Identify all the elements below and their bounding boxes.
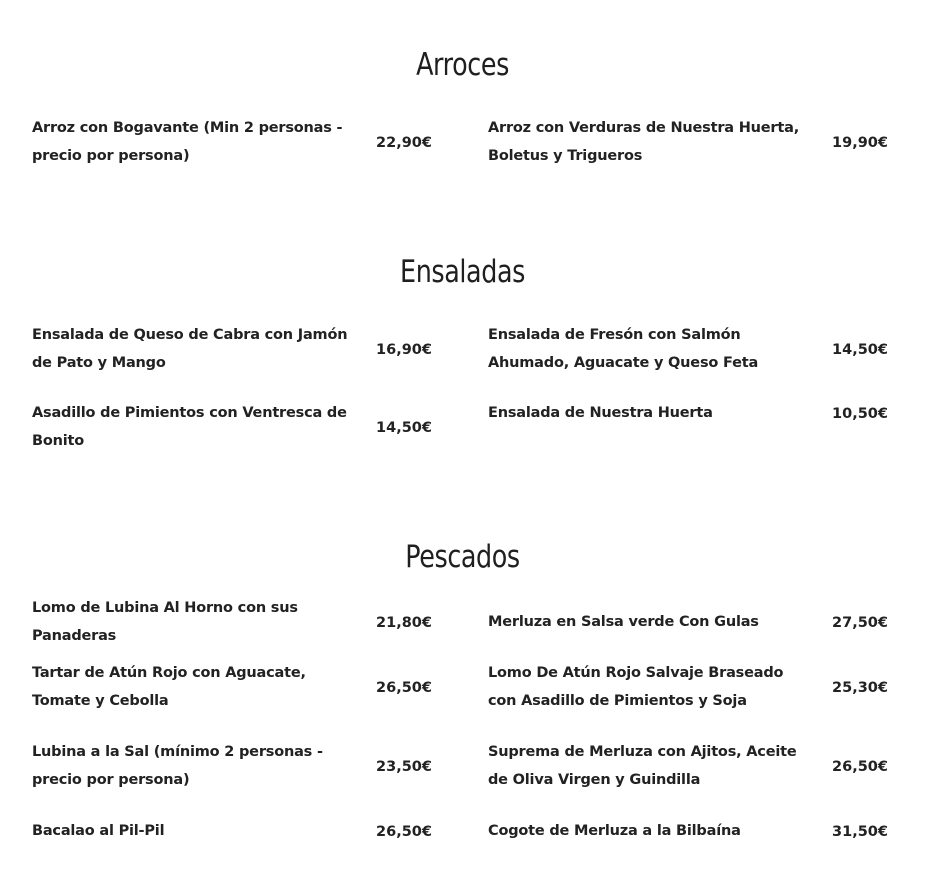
menu-item-price: 27,50€ — [832, 614, 888, 631]
menu-item-name: Merluza en Salsa verde Con Gulas — [488, 613, 759, 630]
menu-item-price: 16,90€ — [376, 341, 432, 358]
menu-item-name: Suprema de Merluza con Ajitos, Aceite de Oliva Virgen y Guindilla — [488, 744, 797, 788]
menu-item-name: Cogote de Merluza a la Bilbaína — [488, 822, 741, 839]
menu-item — [488, 818, 888, 845]
menu-item-name: Ensalada de Nuestra Huerta — [488, 404, 713, 421]
menu-item — [32, 739, 432, 794]
menu-item — [32, 660, 432, 715]
menu-item — [488, 739, 888, 794]
section-title-ensaladas: Ensaladas — [400, 254, 525, 290]
menu-item — [32, 600, 432, 644]
menu-item — [488, 609, 888, 636]
menu-item-name: Bacalao al Pil-Pil — [32, 822, 165, 839]
menu-item-name: Arroz con Bogavante (Min 2 personas - precio por persona) — [32, 120, 343, 164]
menu-item-price: 21,80€ — [376, 614, 432, 631]
menu-item-name: Ensalada de Queso de Cabra con Jamón de Pato y Mango — [32, 327, 348, 371]
section-title-pescados: Pescados — [405, 539, 520, 575]
menu-item — [488, 400, 888, 427]
menu-item-price: 14,50€ — [832, 341, 888, 358]
menu-item — [32, 322, 432, 377]
menu-item-name: Ensalada de Fresón con Salmón Ahumado, Aguacate y Queso Feta — [488, 327, 759, 371]
menu-item-price: 14,50€ — [376, 419, 432, 436]
menu-item — [32, 115, 432, 170]
menu-item-name: Arroz con Verduras de Nuestra Huerta, Boletus y Trigueros — [488, 120, 799, 164]
menu-item-price: 19,90€ — [832, 134, 888, 151]
menu-item-price: 22,90€ — [376, 134, 432, 151]
menu-item-price: 10,50€ — [832, 405, 888, 422]
menu-item — [488, 322, 888, 377]
menu-item — [32, 400, 432, 455]
menu-item-price: 25,30€ — [832, 679, 888, 696]
menu-item-price: 26,50€ — [376, 679, 432, 696]
menu-item — [32, 818, 432, 845]
menu-item-name: Lubina a la Sal (mínimo 2 personas - precio por persona) — [32, 744, 323, 788]
menu-item-name: Lomo De Atún Rojo Salvaje Braseado con Asadillo de Pimientos y Soja — [488, 665, 784, 709]
menu-item-name: Tartar de Atún Rojo con Aguacate, Tomate y Cebolla — [32, 665, 306, 709]
menu-item-name: Lomo de Lubina Al Horno con sus Panaderas — [32, 600, 298, 644]
menu-item-price: 26,50€ — [376, 823, 432, 840]
menu-item-price: 26,50€ — [832, 758, 888, 775]
section-title-arroces: Arroces — [416, 47, 509, 83]
menu-item-price: 31,50€ — [832, 823, 888, 840]
menu-item-name: Asadillo de Pimientos con Ventresca de Bonito — [32, 405, 347, 449]
menu-item-price: 23,50€ — [376, 758, 432, 775]
menu-item — [488, 115, 888, 170]
menu-item — [488, 660, 888, 715]
